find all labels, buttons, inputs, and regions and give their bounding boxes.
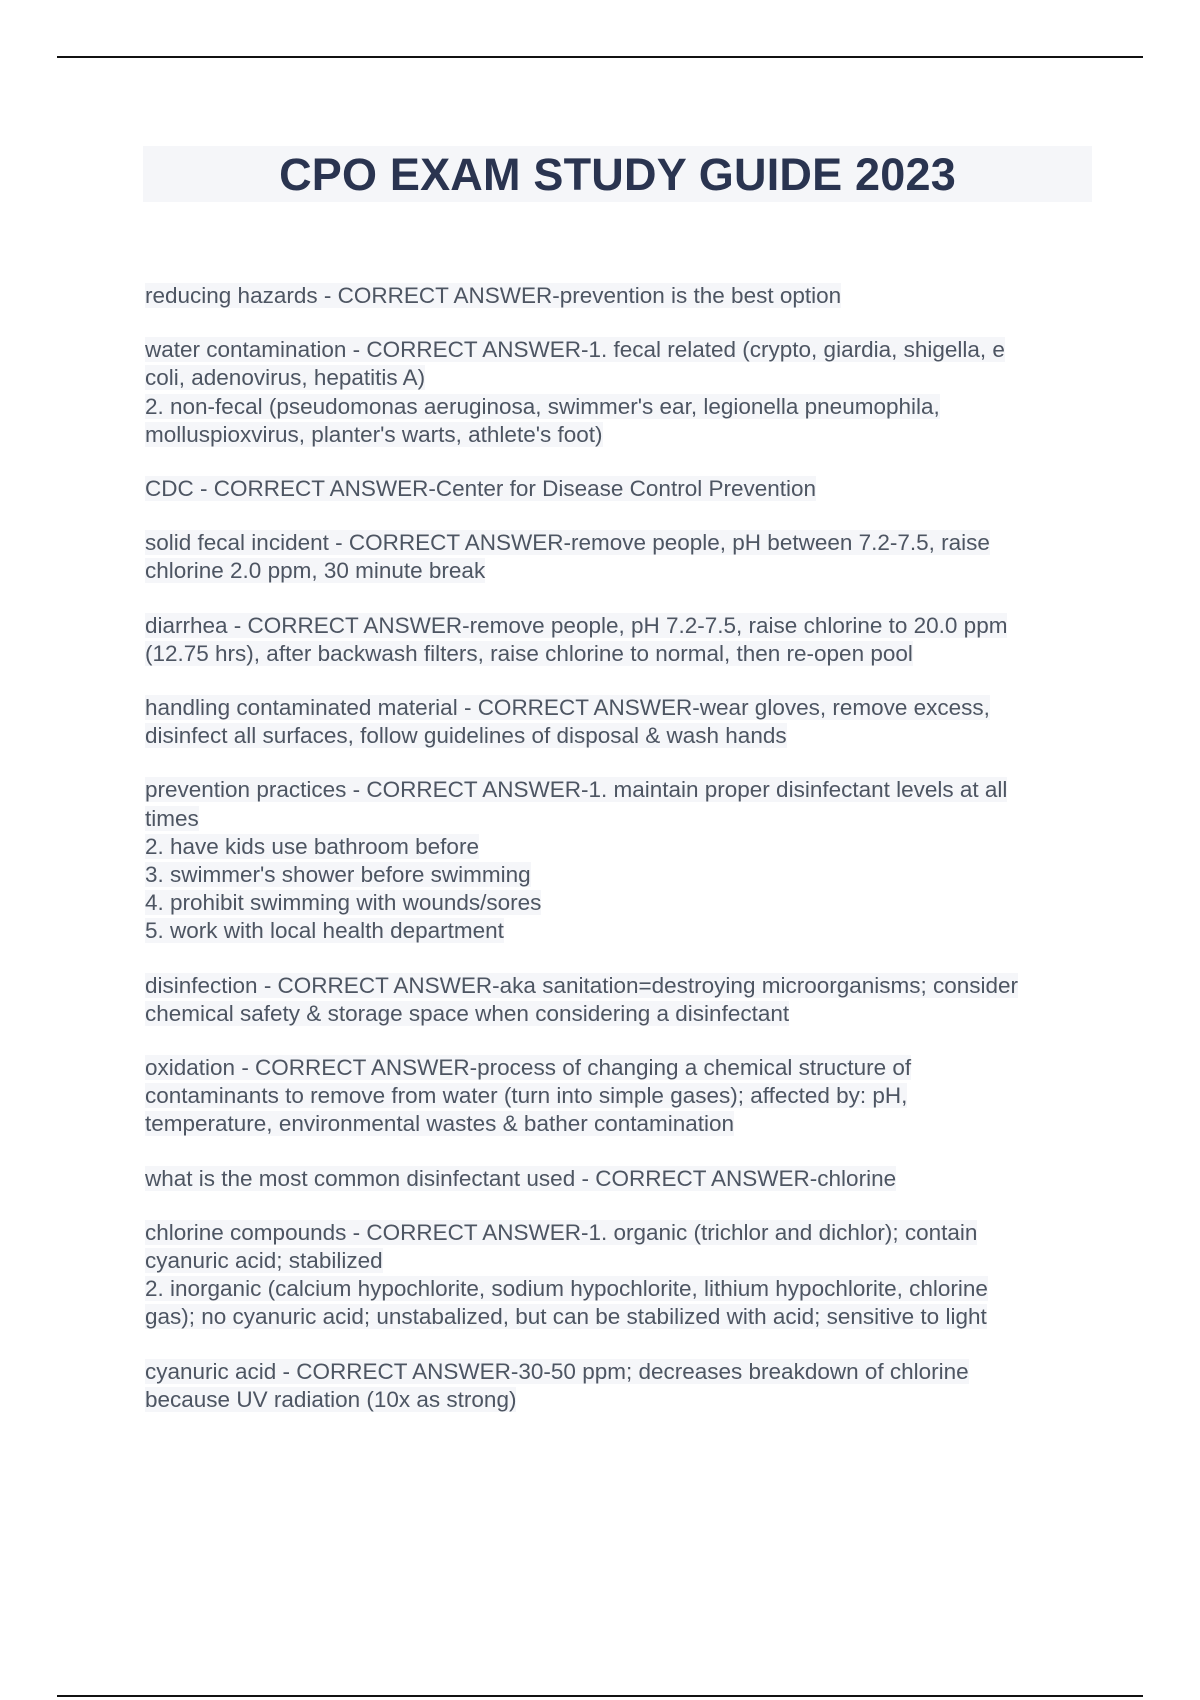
qa-line	[145, 972, 1095, 1000]
qa-line	[145, 282, 1095, 310]
qa-text: cyanuric acid - CORRECT ANSWER-30-50 ppm; decreases breakdown of chlorine	[145, 1358, 969, 1384]
qa-line	[145, 722, 1095, 750]
qa-line	[145, 1165, 1095, 1193]
qa-line	[145, 640, 1095, 668]
page-title: CPO EXAM STUDY GUIDE 2023	[279, 148, 956, 200]
qa-entry-handling-contaminated-material	[145, 694, 1095, 750]
qa-line	[145, 776, 1095, 804]
qa-text: coli, adenovirus, hepatitis A)	[145, 365, 426, 391]
qa-text: chlorine compounds - CORRECT ANSWER-1. organic (trichlor and dichlor); contain	[145, 1219, 978, 1245]
qa-text: contaminants to remove from water (turn into simple gases); affected by: pH,	[145, 1083, 908, 1109]
qa-line	[145, 889, 1095, 917]
qa-line	[145, 694, 1095, 722]
qa-entry-cdc	[145, 475, 1095, 503]
qa-line	[145, 1110, 1095, 1138]
qa-text: 2. have kids use bathroom before	[145, 833, 479, 859]
qa-text: molluspioxvirus, planter's warts, athlete's foot)	[145, 421, 603, 447]
qa-entry-reducing-hazards	[145, 282, 1095, 310]
qa-list	[145, 282, 1095, 1440]
qa-entry-solid-fecal-incident	[145, 529, 1095, 585]
qa-line	[145, 805, 1095, 833]
qa-line	[145, 861, 1095, 889]
qa-text: 3. swimmer's shower before swimming	[145, 862, 531, 888]
qa-line	[145, 421, 1095, 449]
qa-text: 2. non-fecal (pseudomonas aeruginosa, swimmer's ear, legionella pneumophila,	[145, 393, 940, 419]
qa-text: temperature, environmental wastes & bather contamination	[145, 1111, 735, 1137]
qa-text: CDC - CORRECT ANSWER-Center for Disease Control Prevention	[145, 476, 817, 502]
qa-text: chemical safety & storage space when considering a disinfectant	[145, 1000, 790, 1026]
qa-text: gas); no cyanuric acid; unstabalized, but can be stabilized with acid; sensitive to light	[145, 1304, 987, 1330]
qa-text: reducing hazards - CORRECT ANSWER-prevention is the best option	[145, 283, 842, 308]
qa-text: what is the most common disinfectant used - CORRECT ANSWER-chlorine	[145, 1165, 897, 1191]
qa-line	[145, 336, 1095, 364]
qa-entry-most-common-disinfectant	[145, 1165, 1095, 1193]
qa-line	[145, 475, 1095, 503]
qa-text: chlorine 2.0 ppm, 30 minute break	[145, 558, 486, 584]
qa-text: disinfection - CORRECT ANSWER-aka sanitation=destroying microorganisms; consider	[145, 972, 1019, 998]
qa-text: because UV radiation (10x as strong)	[145, 1386, 517, 1412]
qa-entry-chlorine-compounds	[145, 1219, 1095, 1332]
qa-entry-disinfection	[145, 972, 1095, 1028]
qa-text: disinfect all surfaces, follow guidelines of disposal & wash hands	[145, 723, 787, 749]
qa-line	[145, 833, 1095, 861]
qa-line	[145, 917, 1095, 945]
qa-text: times	[145, 805, 199, 831]
qa-line	[145, 1082, 1095, 1110]
qa-text: (12.75 hrs), after backwash filters, raise chlorine to normal, then re-open pool	[145, 640, 913, 666]
top-rule	[57, 56, 1143, 58]
qa-entry-oxidation	[145, 1054, 1095, 1139]
qa-text: 5. work with local health department	[145, 918, 504, 944]
qa-line	[145, 1219, 1095, 1247]
qa-line	[145, 557, 1095, 585]
qa-entry-cyanuric-acid	[145, 1358, 1095, 1414]
qa-entry-water-contamination	[145, 336, 1095, 449]
qa-text: water contamination - CORRECT ANSWER-1. fecal related (crypto, giardia, shigella, e	[145, 337, 1005, 363]
qa-entry-prevention-practices	[145, 776, 1095, 945]
qa-line	[145, 529, 1095, 557]
qa-line	[145, 393, 1095, 421]
qa-text: cyanuric acid; stabilized	[145, 1248, 383, 1274]
qa-text: handling contaminated material - CORRECT ANSWER-wear gloves, remove excess,	[145, 695, 990, 721]
qa-text: diarrhea - CORRECT ANSWER-remove people, pH 7.2-7.5, raise chlorine to 20.0 ppm	[145, 612, 1008, 638]
qa-line	[145, 364, 1095, 392]
bottom-rule	[57, 1695, 1143, 1697]
qa-line	[145, 612, 1095, 640]
qa-text: solid fecal incident - CORRECT ANSWER-remove people, pH between 7.2-7.5, raise	[145, 530, 990, 556]
qa-text: 2. inorganic (calcium hypochlorite, sodium hypochlorite, lithium hypochlorite, chlorine	[145, 1276, 988, 1302]
qa-line	[145, 1275, 1095, 1303]
qa-line	[145, 1054, 1095, 1082]
qa-text: prevention practices - CORRECT ANSWER-1. maintain proper disinfectant levels at all	[145, 777, 1008, 803]
qa-line	[145, 1303, 1095, 1331]
qa-line	[145, 1358, 1095, 1386]
qa-line	[145, 1386, 1095, 1414]
qa-entry-diarrhea	[145, 612, 1095, 668]
qa-line	[145, 1247, 1095, 1275]
qa-text: 4. prohibit swimming with wounds/sores	[145, 890, 542, 916]
title-band	[143, 146, 1092, 202]
qa-line	[145, 1000, 1095, 1028]
qa-text: oxidation - CORRECT ANSWER-process of changing a chemical structure of	[145, 1055, 912, 1081]
